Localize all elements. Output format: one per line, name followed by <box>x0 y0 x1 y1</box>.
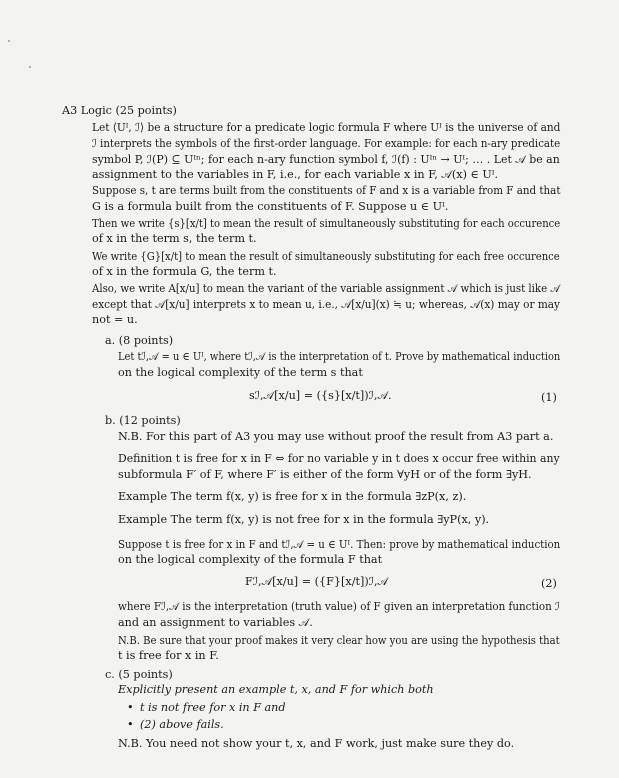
suppose-line: G is a formula built from the constituents of F. Suppose u ∈ Uᴵ. <box>92 200 449 213</box>
part-c-bullet: (2) above fails. <box>140 718 224 731</box>
where-line: where Fℐ,𝒜 is the interpretation (truth value) of F given an interpretation function ℐ <box>118 600 560 613</box>
scan-speck <box>29 66 31 68</box>
bullet-dot: • <box>127 718 134 731</box>
equation-1: sℐ,𝒜[x/u] = ({s}[x/t])ℐ,𝒜. <box>249 389 392 402</box>
example-line: Example The term f(x, y) is not free for x in the formula ∃yP(x, y). <box>118 513 490 526</box>
intro-line: assignment to the variables in F, i.e., for each variable x in F, 𝒜(x) ∈ Uᴵ. <box>92 168 499 181</box>
then-line: of x in the term s, the term t. <box>92 232 257 245</box>
part-c-label: c. (5 points) <box>105 668 173 681</box>
intro-line: symbol P, ℐ(P) ⊆ Uᴵⁿ; for each n-ary function symbol f, ℐ(f) : Uᴵⁿ → Uᴵ; … . Let 𝒜 be an <box>92 153 560 166</box>
definition-line: Definition t is free for x in F ⇔ for no variable y in t does x occur free within any <box>118 452 560 465</box>
bullet-dot: • <box>127 701 134 714</box>
part-b-nb2-line: t is free for x in F. <box>118 649 219 662</box>
equation-2: Fℐ,𝒜[x/u] = ({F}[x/t])ℐ,𝒜 <box>245 575 389 588</box>
part-b-nb: N.B. For this part of A3 you may use without proof the result from A3 part a. <box>118 430 554 443</box>
part-b-label: b. (12 points) <box>105 414 181 427</box>
also-line: not = u. <box>92 313 138 326</box>
wewrite-line: We write {G}[x/t] to mean the result of simultaneously substituting for each free occurence <box>92 250 560 263</box>
question-header: A3 Logic (25 points) <box>62 104 177 117</box>
equation-1-number: (1) <box>541 391 557 404</box>
part-c-intro: Explicitly present an example t, x, and F for which both <box>118 683 434 696</box>
part-c-nb: N.B. You need not show your t, x, and F work, just make sure they do. <box>118 737 515 750</box>
then-line: Then we write {s}[x/t] to mean the result of simultaneously substituting for each occurence <box>92 217 561 230</box>
where-line: and an assignment to variables 𝒜. <box>118 616 313 629</box>
also-line: except that 𝒜[x/u] interprets x to mean u, i.e., 𝒜[x/u](x) ≒ u; whereas, 𝒜(x) may or may <box>92 298 560 311</box>
part-c-bullet: t is not free for x in F and <box>140 701 286 714</box>
scan-speck <box>8 40 10 42</box>
intro-line: Let ⟨Uᴵ, ℐ⟩ be a structure for a predicate logic formula F where Uᴵ is the universe of and <box>92 121 561 134</box>
part-b-suppose-line: Suppose t is free for x in F and tℐ,𝒜 = u ∈ Uᴵ. Then: prove by mathematical induction <box>118 538 561 551</box>
intro-line: ℐ interprets the symbols of the first-order language. For example: for each n-ary predicate <box>92 137 561 150</box>
part-a-label: a. (8 points) <box>105 334 174 347</box>
part-b-suppose-line: on the logical complexity of the formula F that <box>118 553 383 566</box>
wewrite-line: of x in the formula G, the term t. <box>92 265 277 278</box>
suppose-line: Suppose s, t are terms built from the constituents of F and x is a variable from F and that <box>92 184 561 197</box>
equation-2-number: (2) <box>541 577 557 590</box>
example-line: Example The term f(x, y) is free for x in the formula ∃zP(x, z). <box>118 490 467 503</box>
part-a-line: Let tℐ,𝒜 = u ∈ Uᴵ, where tℐ,𝒜 is the interpretation of t. Prove by mathematical induction <box>118 350 561 363</box>
part-a-line: on the logical complexity of the term s that <box>118 366 363 379</box>
definition-line: subformula F′ of F, where F′ is either of the form ∀yH or of the form ∃yH. <box>118 468 532 481</box>
also-line: Also, we write A[x/u] to mean the variant of the variable assignment 𝒜 which is just like 𝒜 <box>92 282 560 295</box>
part-b-nb2-line: N.B. Be sure that your proof makes it very clear how you are using the hypothesis that <box>118 634 560 647</box>
